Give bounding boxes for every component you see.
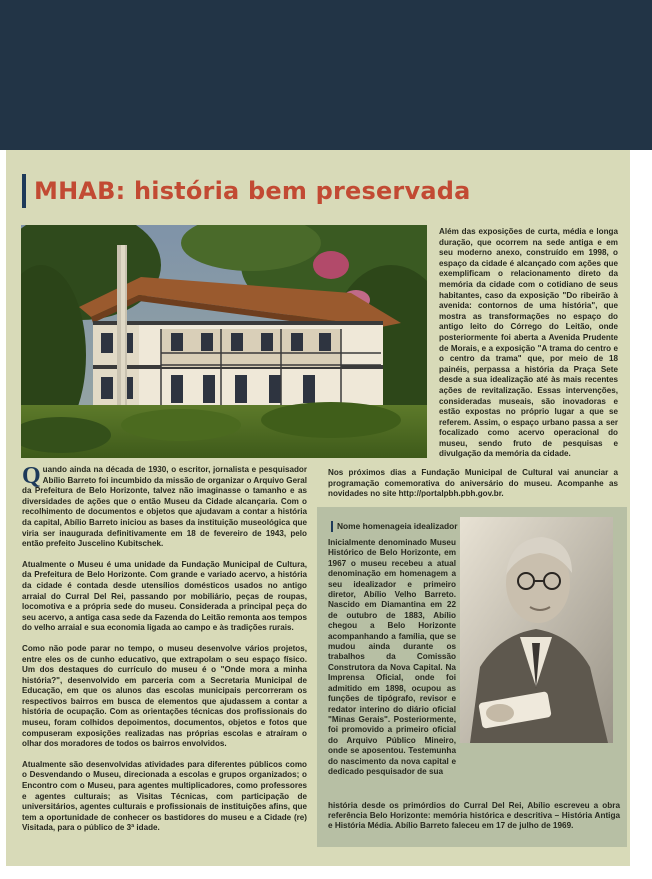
historic-house-photo <box>21 225 427 458</box>
header-band <box>0 0 652 150</box>
title-accent-bar <box>22 174 26 208</box>
sidebar-heading <box>331 520 471 534</box>
portrait-photo-icon <box>460 517 613 743</box>
paragraph-1 <box>22 465 307 550</box>
drop-cap: Q <box>22 463 41 489</box>
sidebar-heading-text: Nome homenageia idealizador <box>337 521 458 531</box>
sidebar-box <box>317 507 627 847</box>
paragraph-2: Atualmente o Museu é uma unidade da Fundação Municipal de Cultura, da Prefeitura de Belo Horizonte. Com grande e variado acervo, a história da cidade é contada desde utensílios domésticos usados no antigo arraial do Curral Del Rei, passando por mobiliário, peças de roupas, locomotiva e a própria sede do museu. Considerada a principal peça do seu acervo, a antiga casa sede da Fazenda do Leitão remonta aos tempos do velho arraial e sua economia ligada ao campo e às tradições rurais. <box>22 559 307 633</box>
sidebar-heading-bar <box>331 521 333 532</box>
anniversary-notice: Nos próximos dias a Fundação Municipal de Cultural vai anunciar a programação comemorativa do aniversário do museu. Acompanhe as novidades no site http://portalpbh.pbh.gov.br. <box>328 468 618 499</box>
sidebar-body-text: Inicialmente denominado Museu Histórico de Belo Horizonte, em 1967 o museu recebeu a atual denominação em homenagem a seu idealizador e primeiro diretor, Abílio Velho Barreto. Nascido em Diamantina em 22 de outubro de 1883, Abílio chegou a Belo Horizonte acompanhando a família, que se mudou ainda durante os trabalhos da Comissão Construtora da Nova Capital. Na Imprensa Oficial, onde foi admitido em 1898, ocupou as funções de tipógrafo, revisor e redator interino do diário oficial "Minas Gerais". Posteriormente, foi promovido a primeiro oficial do Arquivo Público Mineiro, onde se aposentou. Testemunha do nascimento da nova capital e dedicado pesquisador de sua <box>328 538 456 776</box>
sidebar-bottom-text: história desde os primórdios do Curral Del Rei, Abílio escreveu a obra referência Belo Horizonte: memória histórica e descritiva – História Antiga e História Média. Abílio Barreto faleceu em 17 de julho de 1969. <box>328 801 620 831</box>
article-page <box>6 150 630 866</box>
main-text-column <box>22 465 307 844</box>
intro-right-text: Além das exposições de curta, média e longa duração, que ocorrem na sede antiga e em seu moderno anexo, construído em 1998, o espaço da cidade é alcançado com ações que exemplificam o relacionamento direto da memória da cidade com o cotidiano de seus habitantes, caso da exposição "Do ribeirão à avenida: contornos de uma história", que mostra as transformações no espaço do antigo leito do Córrego do Leitão, onde posteriormente foi aberta a Avenida Prudente de Morais, e a exposição "A trama do centro e o centro da trama" que, por meio de 18 painéis, perpassa a história da Praça Sete desde a sua idealização até às mais recentes ações de revitalização. Essas intervenções, consideradas museais, são inovadoras e estão expostas no próprio lugar a que se referem. Assim, o espaço urbano passa a ser focalizado como acervo operacional do museu, sendo fruto de pesquisas e divulgação da memória da cidade. <box>439 227 618 459</box>
paragraph-4: Atualmente são desenvolvidas atividades para diferentes públicos como o Desvendando o Museu, direcionada a escolas e grupos organizados; o Encontro com o Museu, para agentes multiplicadores, como professores e agentes culturais; as Visitas Técnicas, com participação de universitários, agentes culturais e profissionais de instituições afins, que tem a oportunidade de conhecer os bastidores do museu e a Cidade (re) Visitada, para o público de 3ª idade. <box>22 759 307 833</box>
article-title: MHAB: história bem preservada <box>34 177 471 205</box>
historic-house-photo-icon <box>21 225 427 458</box>
paragraph-3: Como não pode parar no tempo, o museu desenvolve vários projetos, entre eles os de cunho educativo, que extrapolam o seu espaço físico. Um dos destaques do currículo do museu é o "Onde mora a minha história?", desenvolvido em parceria com a Secretaria Municipal de Educação, em que os alunos das escolas municipais percorreram os respectivos bairros em busca de elementos que ajudassem a contar a história de ocupação. Com as orientações técnicas dos profissionais do museu, foram colhidos depoimentos, documentos, objetos e fotos que compuseram exposições realizadas nas próprias escolas e atraíram o olhar dos moradores de todos os bairros envolvidos. <box>22 643 307 749</box>
portrait-photo <box>460 517 613 743</box>
paragraph-1-text: uando ainda na década de 1930, o escritor, jornalista e pesquisador Abílio Barreto foi incumbido da missão de organizar o Arquivo Geral da Prefeitura de Belo Horizonte, talvez não imaginasse o tamanho e as diversidades de ações que o então Museu da Cidade alcançaria. Com o recolhimento de documentos e objetos que ajudavam a contar a história da capital, Abílio Barreto iniciou as bases da instituição museológica que viria ser inaugurada definitivamente em 18 de fevereiro de 1943, pelo então prefeito Juscelino Kubitschek. <box>22 465 307 549</box>
